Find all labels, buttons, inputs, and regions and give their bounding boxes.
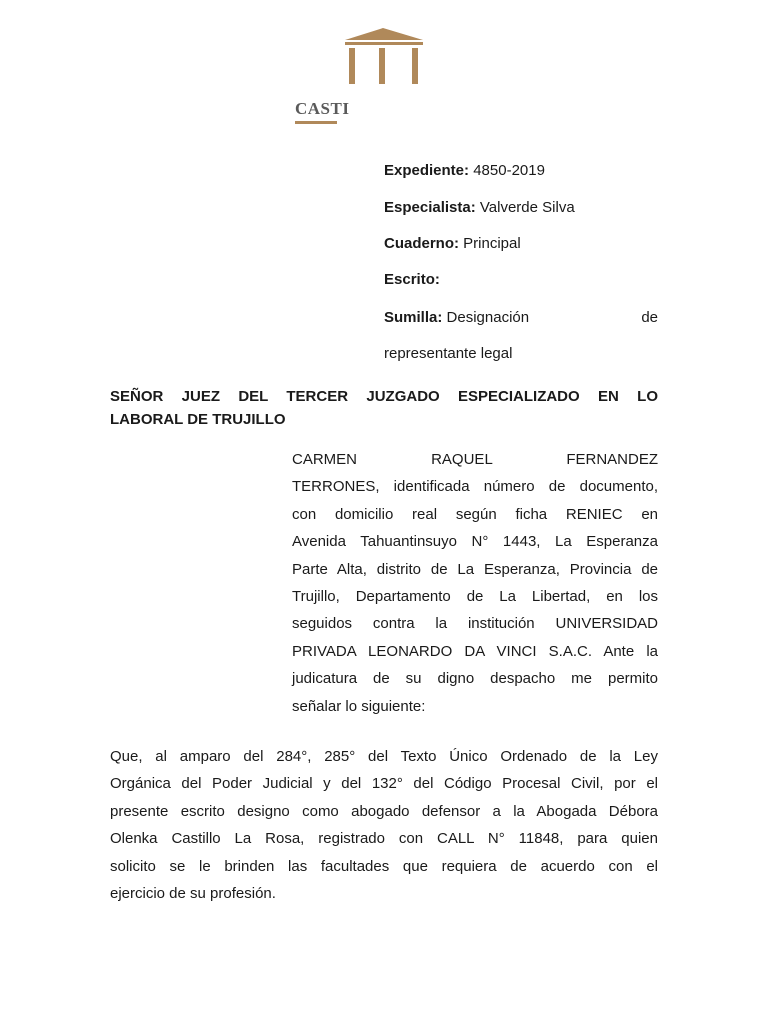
temple-icon [295, 26, 435, 96]
heading-line2: LABORAL DE TRUJILLO [110, 411, 286, 428]
logo-underline [295, 121, 337, 124]
intro-line: judicatura de su digno despacho me permito [292, 670, 658, 688]
sumilla-value-word1: Designación [446, 309, 530, 326]
intro-line: seguidos contra la institución UNIVERSIDAD [292, 615, 658, 633]
sumilla-value-word2: de [641, 309, 658, 326]
intro-line: TERRONES, identificada número de documento, [292, 478, 658, 496]
intro-line: Trujillo, Departamento de La Libertad, en los [292, 588, 658, 606]
body-paragraph [110, 743, 658, 907]
cuaderno-label: Cuaderno: [384, 235, 459, 252]
expediente-label: Expediente: [384, 162, 470, 179]
escrito-label: Escrito: [384, 271, 440, 288]
intro-line: Parte Alta, distrito de La Esperanza, Provincia de [292, 560, 658, 578]
intro-line: Avenida Tahuantinsuyo N° 1443, La Esperanza [292, 533, 658, 551]
cuaderno-value: Principal [463, 235, 521, 252]
intro-paragraph [292, 446, 658, 720]
body-line: Orgánica del Poder Judicial y del 132° del Código Procesal Civil, por el [110, 775, 658, 793]
body-line: ejercicio de su profesión. [110, 885, 276, 903]
body-line: Olenka Castillo La Rosa, registrado con CALL N° 11848, para quien [110, 830, 658, 848]
court-heading [110, 385, 658, 431]
cuaderno-line [384, 235, 658, 253]
escrito-line [384, 271, 658, 289]
body-line: solicito se le brinden las facultades que requiera de acuerdo con el [110, 857, 658, 875]
expediente-value: 4850-2019 [473, 162, 545, 179]
logo-text: CASTI [295, 99, 350, 118]
expediente-line [384, 162, 658, 180]
heading-line1: SEÑOR JUEZ DEL TERCER JUZGADO ESPECIALIZADO EN LO [110, 388, 658, 405]
intro-line: con domicilio real según ficha RENIEC en [292, 505, 658, 523]
especialista-label: Especialista: [384, 199, 476, 216]
body-line: presente escrito designo como abogado defensor a la Abogada Débora [110, 802, 658, 820]
especialista-line [384, 199, 658, 217]
sumilla-label: Sumilla: [384, 309, 443, 326]
body-line: Que, al amparo del 284°, 285° del Texto Único Ordenado de la Ley [110, 748, 658, 765]
firm-logo [295, 26, 435, 126]
especialista-value: Valverde Silva [479, 199, 575, 216]
intro-line: CARMEN RAQUEL FERNANDEZ [292, 451, 658, 468]
sumilla-line2 [384, 345, 658, 363]
sumilla-line [384, 309, 658, 327]
intro-line: PRIVADA LEONARDO DA VINCI S.A.C. Ante la [292, 642, 658, 660]
intro-line: señalar lo siguiente: [292, 697, 426, 715]
sumilla-value-line2: representante legal [384, 345, 513, 362]
